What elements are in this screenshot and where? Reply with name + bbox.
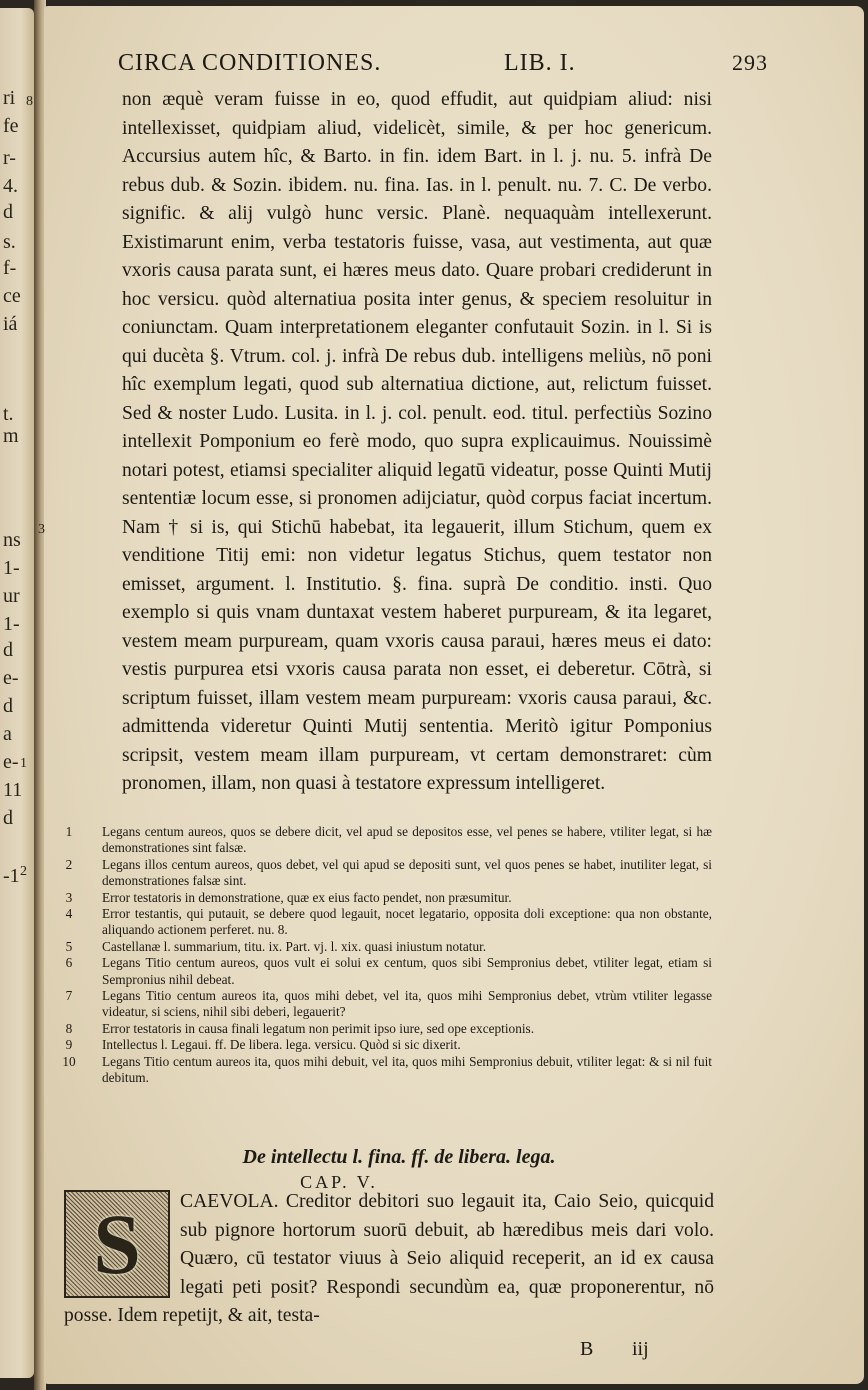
summary-item <box>62 1021 712 1037</box>
summary-number: 7 <box>65 988 73 1004</box>
summary-text: Error testatoris in demonstratione, quæ ex eius facto pendet, non præsumitur. <box>102 889 512 905</box>
summary-item <box>62 1054 712 1087</box>
left-fragment: t. <box>3 403 14 425</box>
summary-text: Legans Titio centum aureos, quos vult ei solui ex centum, quos sibi Sempronius debet, vtiliter legat, etiam si Sempronius nihil debeat. <box>102 955 712 987</box>
left-fragment: 11 <box>3 779 23 801</box>
left-fragment: d <box>3 639 13 661</box>
left-fragment: e- <box>3 667 19 689</box>
main-text <box>122 86 712 799</box>
left-fragment: s. <box>3 231 16 253</box>
margin-marker: 1 <box>20 756 27 771</box>
page-number: 293 <box>732 50 768 75</box>
chapter-heading: De intellectu l. fina. ff. de libera. lega. <box>242 1146 556 1168</box>
summary-number: 2 <box>65 856 73 872</box>
chapter-paragraph: CAEVOLA. Creditor debitori suo legauit ita, Caio Seio, quicquid sub pignore hortorum suorū debuit, ab hæredibus meis dari volo. Quæro, cū testator viuus à Seio aliquid receperit, an id ex causa legati peti posit? Respondi secundùm ea, quæ proponerentur, nō posse. Idem repetijt, & ait, testa- <box>64 1191 714 1327</box>
summary-number: 5 <box>65 938 73 954</box>
summary-text: Legans Titio centum aureos ita, quos mihi debuit, vel ita, quos mihi Sempronius debuit, vtiliter legat: & si nil fuit debitum. <box>102 1053 712 1086</box>
margin-marker: 2 <box>20 864 27 879</box>
left-fragment: 4. <box>3 175 18 197</box>
left-fragment: m <box>3 425 19 447</box>
left-fragment: r- <box>3 147 16 169</box>
summary-item <box>62 955 712 988</box>
summary-number: 10 <box>62 1053 76 1069</box>
margin-marker: 3 <box>38 522 45 537</box>
margin-marker: 8 <box>26 94 33 109</box>
summary-list <box>62 824 712 1087</box>
chapter-number: CAP. V. <box>300 1172 378 1192</box>
summary-text: Legans Titio centum aureos ita, quos mihi debet, vel ita, quos mihi Sempronius debet, vtrùm vtiliter legasse videatur, si sciens, nihil sibi deberi, legauerit? <box>102 988 712 1020</box>
summary-text: Intellectus l. Legaui. ff. De libera. lega. versicu. Quòd si sic dixerit. <box>102 1037 461 1053</box>
left-fragment: e- <box>3 751 19 773</box>
summary-item <box>62 824 712 857</box>
summary-item <box>62 939 712 955</box>
left-fragment: iá <box>3 313 18 335</box>
signature-mark: B <box>580 1338 594 1360</box>
summary-item <box>62 857 712 890</box>
decorated-initial <box>64 1190 170 1298</box>
summary-number: 6 <box>65 955 73 971</box>
summary-item <box>62 1037 712 1053</box>
summary-number: 8 <box>65 1020 73 1036</box>
left-fragment: d <box>3 807 13 829</box>
summary-number: 9 <box>65 1037 73 1053</box>
left-page-edge <box>0 8 34 1378</box>
summary-number: 3 <box>65 889 73 905</box>
left-fragment: d <box>3 201 13 223</box>
summary-text: Error testatoris in causa finali legatum non perimit ipso iure, sed ope exceptionis. <box>102 1020 535 1036</box>
summary-text: Error testantis, qui putauit, se debere quod legauit, nocet legatario, opposita doli exceptione: qua non obstante, aliquando actionem perferet. nu. 8. <box>102 906 712 938</box>
summary-text: Legans illos centum aureos, quos debet, vel qui apud se depositi sunt, vel quos penes se habet, inutiliter legat, si demonstrationes falsæ sint. <box>102 856 712 889</box>
left-fragment: 1- <box>3 557 20 579</box>
body-paragraph: non æquè veram fuisse in eo, quod effudit, aut quidpiam aliud: nisi intellexisset, quidpiam aliud, videlicèt, simile, & per hoc genericum. Accursius autem hîc, & Barto. in fin. idem Bart. in l. j. nu. 5. infrà De rebus dub. & Sozin. ibidem. nu. fina. Ias. in l. penult. nu. 7. C. De verbo. signific. & alij vulgò hunc versic. Planè. nequaquàm intellexerunt. Existimarunt enim, verba testatoris fuisse, vasa, aut vestimenta, aut quæ vxoris causa parata sunt, ei hæres meus dato. Quare probari crediderunt in hoc versicu. quòd alternatiua posita inter genus, & speciem resoluitur in coniunctam. Quam interpretationem eleganter confutauit Sozin. in l. Si is qui ducèta §. Vtrum. col. j. infrà De rebus dub. intelligens meliùs, nō poni hîc exemplum legati, quod sub alternatiua dictione, aut, relictum fuisset. Sed & noster Ludo. Lusita. in l. j. col. penult. eod. titul. perfectiùs Sozino intellexit Pomponium eo ferè modo, quo supra explicauimus. Nouissimè notari potest, etiamsi specialiter aliquid legatū videatur, posse Quinti Mutij sententiæ locum esse, si pronomen adijciatur, quòd corpus faciat incertum. Nam † si is, qui Stichū habebat, ita legauerit, illum Stichum, quem ex venditione Titij emi: non videtur legatus Stichus, quem testator non emisset, argument. l. Institutio. §. fina. suprà De conditio. insti. Quo exemplo si quis vnam duntaxat vestem haberet purpuream, & ita legaret, vestem meam purpuream, quam vxoris causa paraui, hæres meus ei dato: vestis purpurea etsi vxoris causa parata non esset, ei deberetur. Cōtrà, si scriptum fuisset, illam vestem meam purpuream: vxoris causa paraui, &c. admittenda videretur Quinti Mutij sententia. Meritò igitur Pomponius scripsit, vestem meam illam purpuream, vt certam demonstraret: cùm pronomen, illam, non quasi à testatore expressum intelligeret. <box>122 89 712 794</box>
initial-letter: S <box>93 1196 141 1292</box>
left-fragment: f- <box>3 257 17 279</box>
running-header <box>118 50 768 84</box>
running-title: CIRCA CONDITIONES. <box>118 50 382 76</box>
summary-item <box>62 988 712 1021</box>
page-footer <box>44 1328 734 1358</box>
left-fragment: ns <box>3 529 21 551</box>
summary-item <box>62 890 712 906</box>
book-page <box>20 6 864 1384</box>
left-fragment: ce <box>3 285 21 307</box>
left-fragment: d <box>3 695 13 717</box>
summary-number: 4 <box>65 906 73 922</box>
book-number: LIB. I. <box>504 50 576 76</box>
left-fragment: a <box>3 723 12 745</box>
summary-text: Castellanæ l. summarium, titu. ix. Part. vj. l. xix. quasi iniustum notatur. <box>102 938 487 954</box>
summary-text: Legans centum aureos, quos se debere dicit, vel apud se depositos esse, vel penes se habere, vtiliter legat, si hæ demonstrationes sint falsæ. <box>102 824 712 856</box>
summary-item <box>62 906 712 939</box>
summary-number: 1 <box>65 824 73 839</box>
left-fragment: ri <box>3 87 16 109</box>
left-fragment: ur <box>3 585 20 607</box>
left-fragment: -1 <box>3 865 20 887</box>
left-fragment: 1- <box>3 613 20 635</box>
signature-number: iij <box>632 1338 649 1360</box>
left-fragment: fe <box>3 115 19 137</box>
